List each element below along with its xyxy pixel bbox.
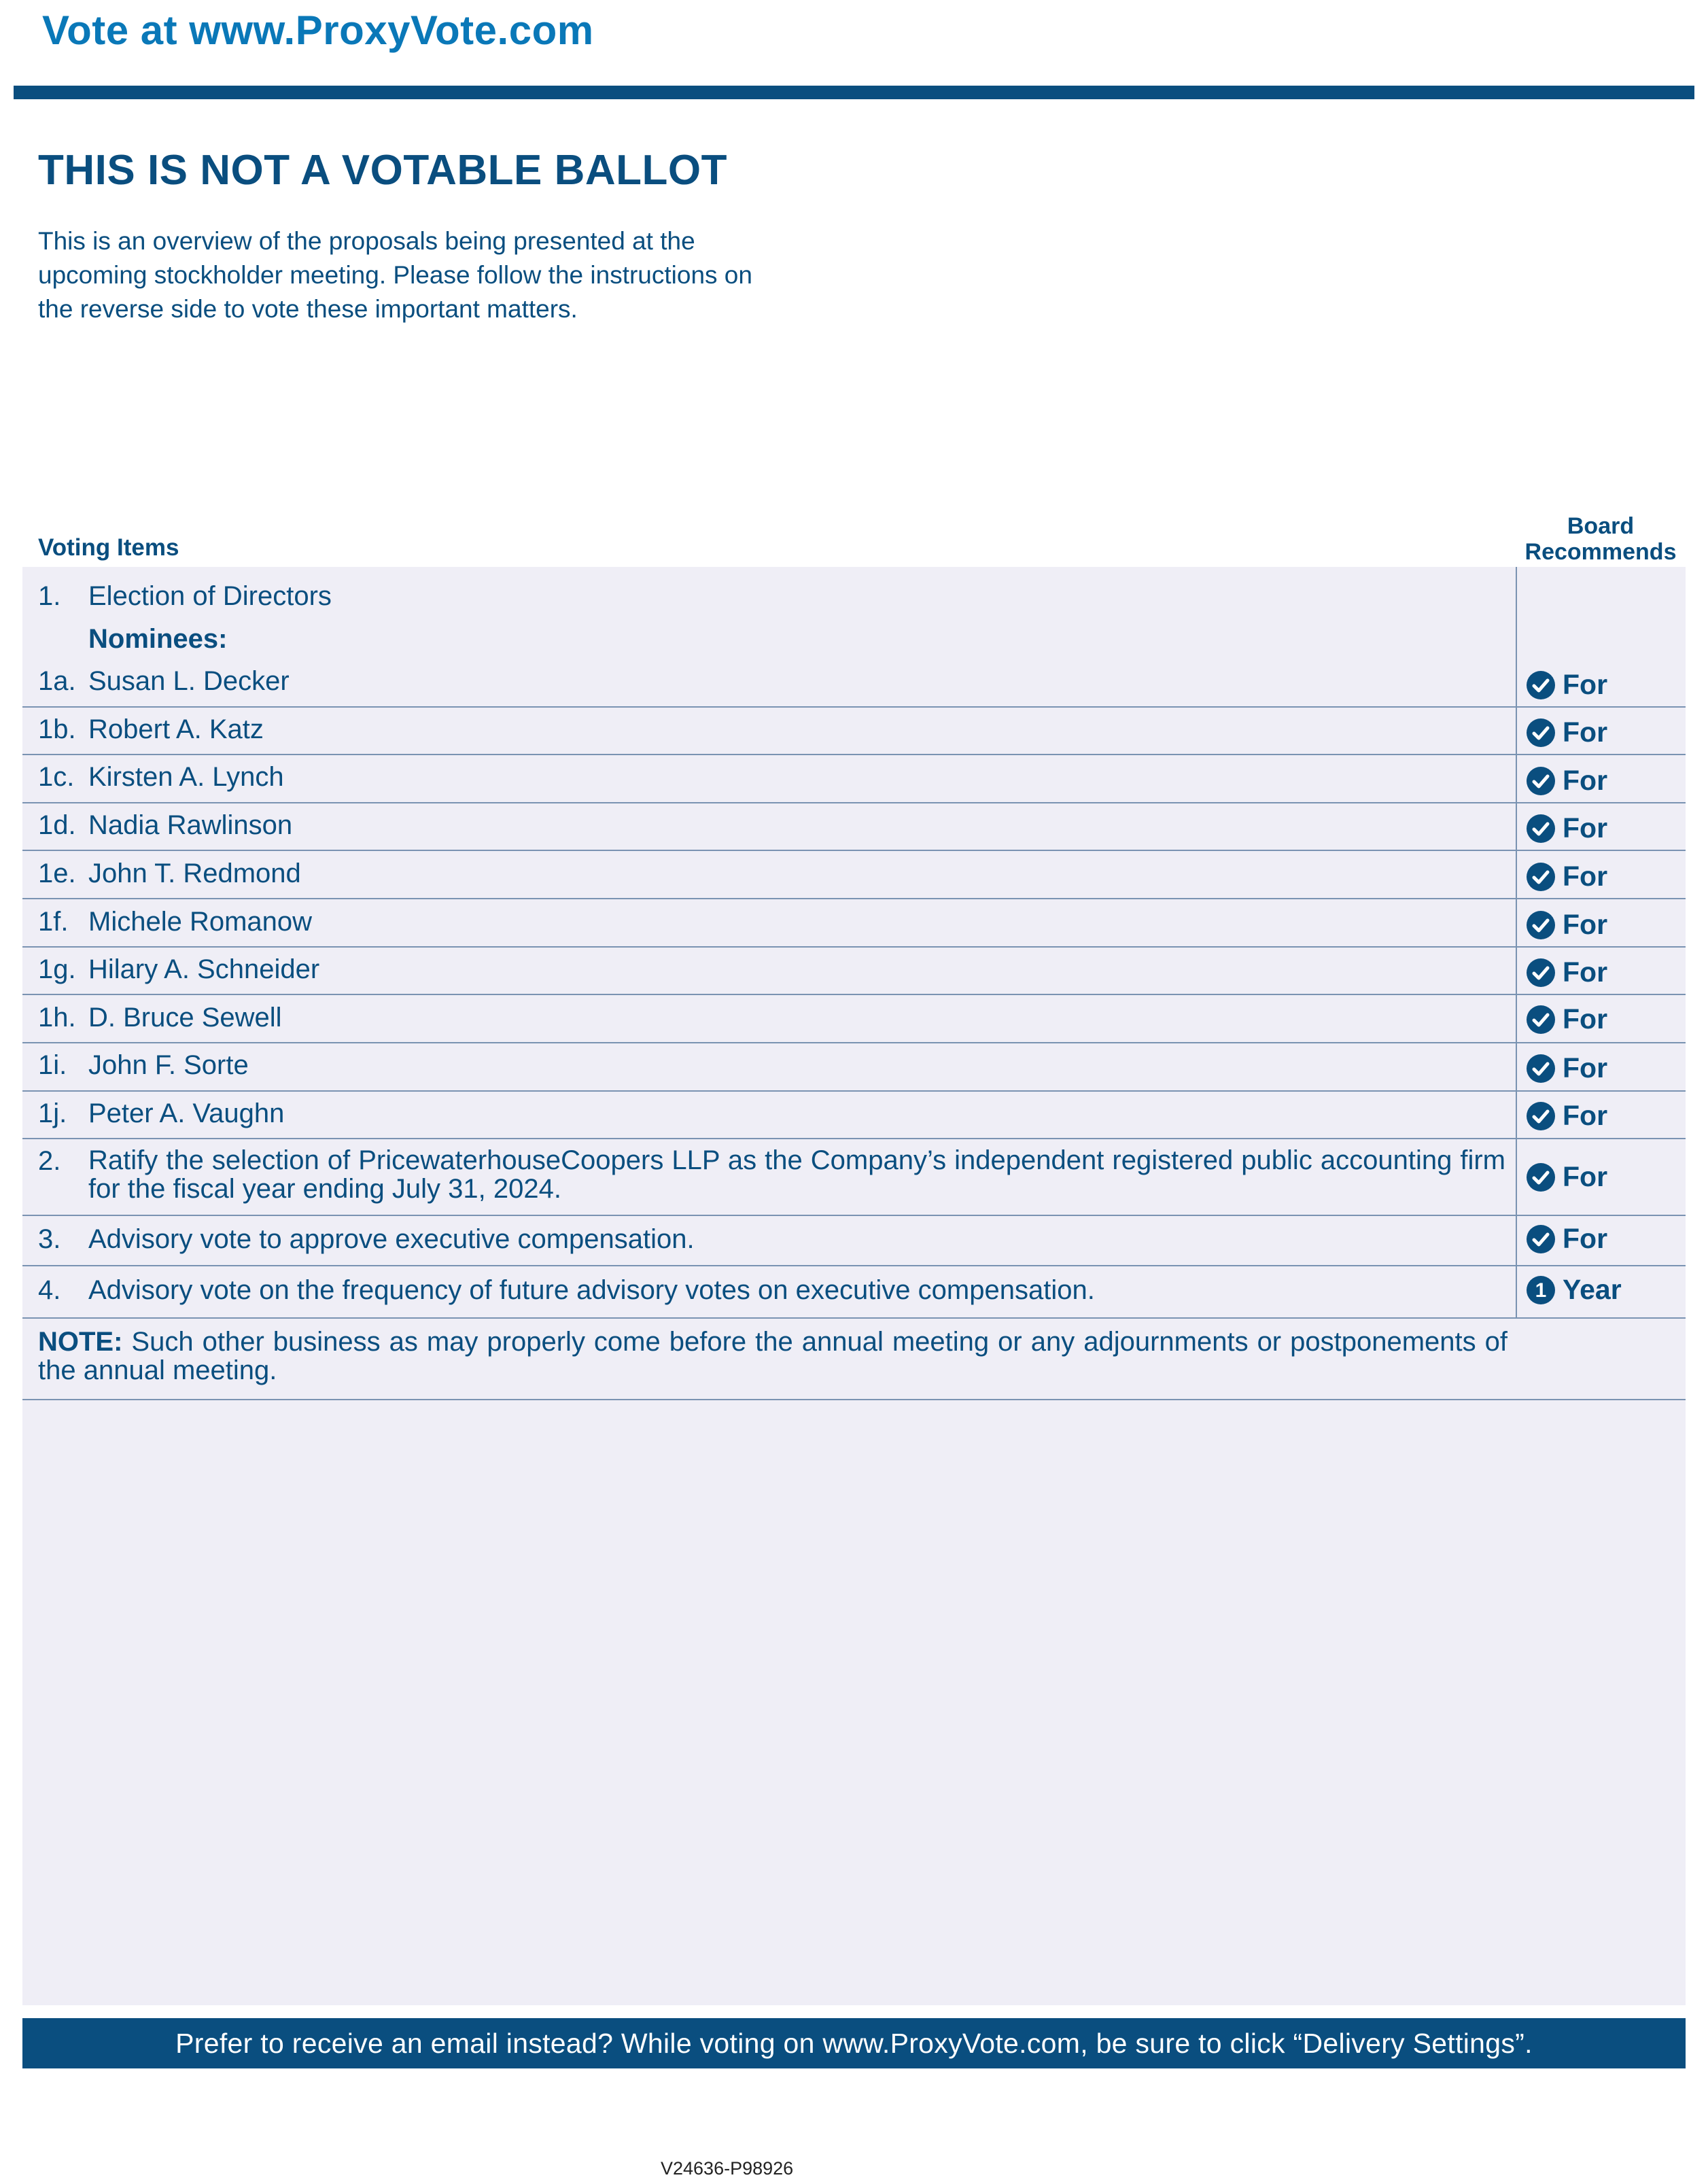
recommendation-text: Year bbox=[1563, 1274, 1622, 1305]
recommendation-text: For bbox=[1563, 1052, 1608, 1084]
row-divider bbox=[22, 946, 1686, 948]
board-recommends-heading bbox=[1516, 513, 1686, 565]
recommendation bbox=[1526, 1003, 1607, 1035]
row-divider bbox=[22, 994, 1686, 995]
board-recommends-line2: Recommends bbox=[1524, 539, 1677, 565]
nominee-number: 1d. bbox=[38, 810, 76, 840]
proposal-number: 2. bbox=[38, 1146, 61, 1176]
row-divider bbox=[22, 850, 1686, 851]
svg-text:1: 1 bbox=[1535, 1279, 1547, 1302]
check-circle-icon bbox=[1526, 1224, 1556, 1254]
nominee-name: D. Bruce Sewell bbox=[88, 1003, 282, 1033]
proposal-text: Advisory vote on the frequency of future advisory votes on executive compensation. bbox=[88, 1275, 1095, 1305]
nominee-name: Susan L. Decker bbox=[88, 666, 290, 696]
note-label: NOTE: bbox=[38, 1327, 123, 1357]
proposal-number: 3. bbox=[38, 1224, 61, 1254]
recommendation-text: For bbox=[1563, 716, 1608, 748]
document-code: V24636-P98926 bbox=[661, 2158, 794, 2179]
note-text bbox=[38, 1328, 1507, 1385]
check-circle-icon bbox=[1526, 766, 1556, 796]
check-circle-icon bbox=[1526, 670, 1556, 700]
number-one-circle-icon bbox=[1526, 1275, 1556, 1305]
nominee-number: 1j. bbox=[38, 1098, 67, 1128]
intro-line: the reverse side to vote these important matters. bbox=[38, 295, 578, 323]
check-circle-icon bbox=[1526, 862, 1556, 892]
check-circle-icon bbox=[1526, 1101, 1556, 1131]
recommendation bbox=[1526, 1274, 1622, 1306]
recommendation bbox=[1526, 1100, 1607, 1132]
check-circle-icon bbox=[1526, 718, 1556, 748]
proposal-text: Ratify the selection of PricewaterhouseCoopers LLP as the Company’s independent registered public accounting firm for the fiscal year ending July 31, 2024. bbox=[88, 1145, 1505, 1204]
note-body: Such other business as may properly come before the annual meeting or any adjournments or postponements of the annual meeting. bbox=[38, 1327, 1507, 1385]
nominee-name: Hilary A. Schneider bbox=[88, 954, 320, 984]
recommendation bbox=[1526, 1161, 1607, 1193]
proposal-number: 4. bbox=[38, 1275, 61, 1305]
row-divider bbox=[22, 898, 1686, 899]
recommendation bbox=[1526, 716, 1607, 748]
nominee-name: Michele Romanow bbox=[88, 907, 313, 937]
recommendation-text: For bbox=[1563, 861, 1608, 892]
nominee-number: 1f. bbox=[38, 907, 69, 937]
nominee-name: John T. Redmond bbox=[88, 859, 301, 888]
row-divider bbox=[22, 802, 1686, 803]
row-divider bbox=[22, 706, 1686, 708]
recommendation-text: For bbox=[1563, 812, 1608, 844]
nominee-number: 1a. bbox=[38, 666, 76, 696]
intro-line: upcoming stockholder meeting. Please follow the instructions on bbox=[38, 261, 752, 289]
check-circle-icon bbox=[1526, 814, 1556, 844]
intro-paragraph bbox=[38, 224, 874, 326]
check-circle-icon bbox=[1526, 1005, 1556, 1035]
recommendation bbox=[1526, 956, 1607, 988]
row-divider bbox=[22, 754, 1686, 755]
board-recommends-line1: Board bbox=[1567, 513, 1635, 539]
recommendation-text: For bbox=[1563, 765, 1608, 796]
recommendation-text: For bbox=[1563, 669, 1608, 700]
row-divider bbox=[22, 1090, 1686, 1092]
row-divider bbox=[22, 1265, 1686, 1266]
proxyvote-header-link[interactable]: Vote at www.ProxyVote.com bbox=[42, 7, 594, 53]
nominee-number: 1g. bbox=[38, 954, 76, 984]
page-title: THIS IS NOT A VOTABLE BALLOT bbox=[38, 147, 727, 194]
recommendation bbox=[1526, 1052, 1607, 1084]
recommendation bbox=[1526, 669, 1607, 701]
intro-line: This is an overview of the proposals being presented at the bbox=[38, 227, 695, 255]
recommendation-text: For bbox=[1563, 1223, 1608, 1254]
recommendation bbox=[1526, 812, 1607, 844]
row-divider bbox=[22, 1042, 1686, 1043]
recommendation-text: For bbox=[1563, 1100, 1608, 1131]
nominee-name: Robert A. Katz bbox=[88, 714, 264, 744]
nominee-number: 1e. bbox=[38, 859, 76, 888]
recommendation bbox=[1526, 909, 1607, 941]
check-circle-icon bbox=[1526, 910, 1556, 940]
recommendation-text: For bbox=[1563, 909, 1608, 940]
proposal-text: Advisory vote to approve executive compensation. bbox=[88, 1224, 695, 1254]
recommendation-text: For bbox=[1563, 1161, 1608, 1192]
recommendation-text: For bbox=[1563, 1003, 1608, 1035]
nominee-number: 1i. bbox=[38, 1050, 67, 1080]
row-divider bbox=[22, 1317, 1686, 1319]
item-number: 1. bbox=[38, 581, 61, 611]
check-circle-icon bbox=[1526, 1162, 1556, 1192]
column-divider bbox=[1516, 567, 1517, 1318]
nominee-name: Kirsten A. Lynch bbox=[88, 762, 284, 792]
row-divider bbox=[22, 1215, 1686, 1216]
nominee-number: 1c. bbox=[38, 762, 75, 792]
recommendation bbox=[1526, 765, 1607, 797]
row-divider bbox=[22, 1138, 1686, 1139]
item-label: Election of Directors bbox=[88, 581, 332, 611]
recommendation bbox=[1526, 861, 1607, 892]
check-circle-icon bbox=[1526, 1054, 1556, 1084]
nominee-number: 1h. bbox=[38, 1003, 76, 1033]
row-divider bbox=[22, 1399, 1686, 1400]
header-rule bbox=[14, 86, 1694, 99]
nominee-name: Peter A. Vaughn bbox=[88, 1098, 285, 1128]
check-circle-icon bbox=[1526, 958, 1556, 988]
nominee-name: John F. Sorte bbox=[88, 1050, 249, 1080]
nominee-name: Nadia Rawlinson bbox=[88, 810, 293, 840]
email-delivery-banner: Prefer to receive an email instead? While voting on www.ProxyVote.com, be sure to click “Delivery Settings”. bbox=[22, 2018, 1686, 2068]
recommendation bbox=[1526, 1223, 1607, 1255]
nominee-number: 1b. bbox=[38, 714, 76, 744]
nominees-label: Nominees: bbox=[88, 624, 228, 654]
recommendation-text: For bbox=[1563, 956, 1608, 988]
voting-items-heading: Voting Items bbox=[38, 534, 179, 561]
